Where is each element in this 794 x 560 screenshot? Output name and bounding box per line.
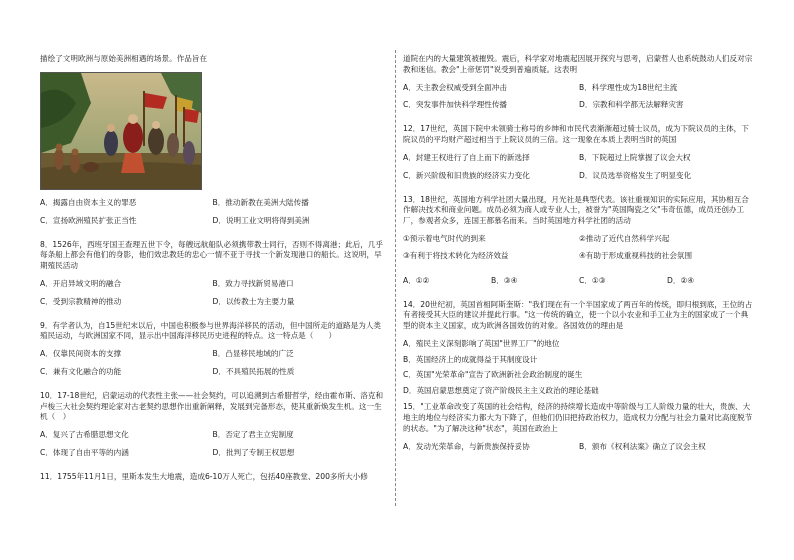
question-8-stem: 8．1526年，西班牙国王查理五世下令，每艘远航船队必须携带教士同行，否则不得离港；此后，几乎每条船上都会有他们的身影，他们效忠教廷的忠心一情不亚于寻找一个新发现港口的船长。这说明，早期殖民活动 bbox=[40, 239, 384, 270]
option-c[interactable]: C．新兴阶级和旧贵族的经济实力变化 bbox=[403, 170, 530, 180]
option-c[interactable]: C．英国"光荣革命"宣告了欧洲新社会政治制度的诞生 bbox=[403, 370, 583, 380]
painting-illustration bbox=[41, 73, 201, 189]
painting-image bbox=[40, 72, 202, 190]
option-a[interactable]: A．仅靠民间资本的支撑 bbox=[40, 349, 122, 359]
item-1: ①预示着电气时代的到来 bbox=[403, 233, 486, 243]
question-14-stem: 14．20世纪初，英国首相阿斯奎斯："我们现在有一个半国家成了两百年的传统，即归根到底，王位的占有者接受其大臣的建议并提此行事。"这一传统的确立，使一个以小农业和手工业为主的国家成了一个典型的资本主义国家，成为欧洲各国效仿的对象。各国效仿的理由是 bbox=[403, 299, 753, 331]
option-a[interactable]: A．复兴了古希腊思想文化 bbox=[40, 430, 129, 440]
option-d[interactable]: D．宗教和科学都无法解释灾害 bbox=[579, 100, 684, 110]
option-d[interactable]: D．议员选举资格发生了明显变化 bbox=[579, 170, 692, 180]
option-b[interactable]: B．下院超过上院掌握了议会大权 bbox=[579, 152, 691, 162]
question-8-options bbox=[40, 279, 385, 314]
question-11-stem: 11．1755年11月1日，里斯本发生大地震，造成6-10万人死亡，包括40座教堂、200多所大小修 bbox=[40, 472, 368, 482]
option-d[interactable]: D．英国启蒙思想奠定了资产阶级民主主义政治的理论基础 bbox=[403, 385, 599, 395]
option-b[interactable]: B．英国经济上的成就得益于其制度设计 bbox=[403, 354, 538, 364]
question-11-options bbox=[403, 83, 755, 118]
column-divider bbox=[395, 50, 396, 506]
option-b[interactable]: B．致力寻找新贸易港口 bbox=[212, 278, 294, 288]
option-b[interactable]: B．颁布《权利法案》确立了议会主权 bbox=[579, 441, 706, 451]
question-11-continuation: 道院在内的大量建筑被摧毁。震后，科学家对地震起因展开探究与思考，启蒙哲人也系统鼓动人们反对宗教和迷信。教会"上帝惩罚"说受到普遍质疑。这表明 bbox=[403, 54, 753, 74]
item-2: ②推动了近代自然科学兴起 bbox=[579, 233, 670, 243]
question-9-options bbox=[40, 349, 385, 384]
option-a[interactable]: A．开启异域文明的融合 bbox=[40, 278, 122, 288]
option-b[interactable]: B．③④ bbox=[491, 275, 518, 285]
question-7-intro: 描绘了文明欧洲与原始美洲相遇的场景。作品旨在 bbox=[40, 54, 208, 63]
option-d[interactable]: D．②④ bbox=[667, 275, 695, 285]
option-c[interactable]: C．受到宗教精神的推动 bbox=[40, 296, 122, 306]
option-d[interactable]: D．以传教士为主要力量 bbox=[212, 296, 295, 306]
option-b[interactable]: B．否定了君主立宪制度 bbox=[212, 430, 294, 440]
option-b[interactable]: B．科学理性成为18世纪主流 bbox=[579, 82, 678, 92]
item-4: ④有助于形成重视科技的社会氛围 bbox=[579, 251, 693, 261]
question-15-options bbox=[403, 442, 755, 460]
option-d[interactable]: D．说明工业文明将得到美洲 bbox=[212, 215, 310, 225]
question-14-options bbox=[403, 339, 755, 396]
option-b[interactable]: B．推动新教在美洲大陆传播 bbox=[212, 197, 309, 207]
option-d[interactable]: D．批判了专制王权思想 bbox=[212, 447, 295, 457]
question-9-stem: 9．有学者认为，自15世纪末以后，中国也积极参与世界海洋移民的活动，但中国所走的道路是为人类殖民运动，与欧洲国家不同，显示出中国海洋移民历史进程的特点。这一特点是（ ） bbox=[40, 320, 382, 341]
question-12-stem: 12．17世纪，英国下院中未领骑士称号的乡绅和市民代表渐渐超过骑士议员，成为下院议员的主体，下院议员的平均财产超过相当于上院议员的三倍。这一现象在本质上表明当时的英国 bbox=[403, 124, 749, 144]
question-10-stem: 10．17-18世纪，启蒙运动的代表性主张——社会契约，可以追溯到古希腊哲学，经由霍布斯、洛克和卢梭三大社会契约理论家对古老契约思想作出重新阐释，发展到完备形态，使其重新焕发生机。这一生机（ ） bbox=[40, 391, 384, 422]
option-a[interactable]: A．殖民主义深刻影响了英国"世界工厂"的地位 bbox=[403, 339, 560, 349]
option-a[interactable]: A．天主教会权威受到全面冲击 bbox=[403, 82, 507, 92]
option-a[interactable]: A．发动光荣革命，与新贵族保持妥协 bbox=[403, 441, 530, 451]
option-a[interactable]: A．揭露自由资本主义的罪恶 bbox=[40, 197, 137, 207]
question-13-stem: 13．18世纪，英国地方科学社团大量出现，月光社是典型代表。该社重视知识的实际应用，其协相互合作解决技术和商业问题。成员必须为商人或专业人士，被誉为"英国陶瓷之父"韦奇伍德，成员还创办工厂，参观者众多，连国王都慕名而来。当时英国地方科学社团的活动 bbox=[403, 194, 749, 225]
option-c[interactable]: C．突发事件加快科学理性传播 bbox=[403, 100, 508, 110]
option-a[interactable]: A．封建王权进行了自上而下的新选择 bbox=[403, 152, 530, 162]
option-c[interactable]: C．①③ bbox=[579, 275, 606, 285]
question-15-stem: 15．"工业革命改变了英国的社会结构，经济的持续增长造成中等阶级与工人阶级力量的壮大，贵族、大地主的地位与经济实力都大为下降了，但他们仍旧把持政治权力，造成权力分配与社会力量对比高度脱节的状态。"为了解决这种"状态"，英国在政治上 bbox=[403, 402, 753, 433]
question-12-options bbox=[403, 153, 755, 188]
question-13-options bbox=[403, 276, 755, 294]
option-b[interactable]: B．凸显移民地域的广泛 bbox=[212, 349, 294, 359]
question-13-items bbox=[403, 234, 755, 269]
option-c[interactable]: C．体现了自由平等的内涵 bbox=[40, 447, 129, 457]
left-column bbox=[40, 54, 385, 490]
question-7-options bbox=[40, 198, 385, 233]
option-d[interactable]: D．不具殖民拓展的性质 bbox=[212, 366, 295, 376]
option-c[interactable]: C．兼有文化融合的功能 bbox=[40, 366, 122, 376]
question-10-options bbox=[40, 430, 385, 465]
item-3: ③有利于将技术转化为经济效益 bbox=[403, 251, 509, 261]
option-c[interactable]: C．宣扬欧洲殖民扩张正当性 bbox=[40, 215, 137, 225]
option-a[interactable]: A．①② bbox=[403, 275, 430, 285]
right-column bbox=[403, 54, 755, 466]
